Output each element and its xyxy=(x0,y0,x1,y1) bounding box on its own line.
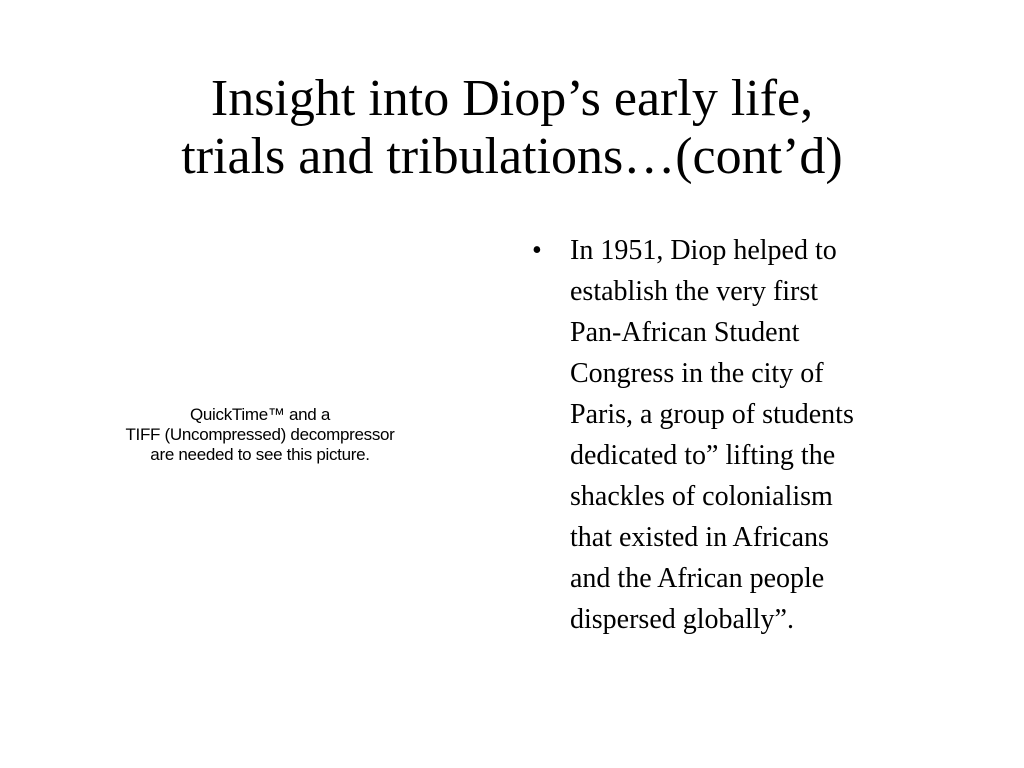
bullet-marker: • xyxy=(532,235,542,266)
bullet-line-6: dedicated to” lifting the xyxy=(570,440,836,471)
slide-title xyxy=(60,70,964,186)
slide-title-line-2: trials and tribulations…(cont’d) xyxy=(181,128,843,185)
bullet-line-9: and the African people xyxy=(570,563,825,594)
bullet-line-10: dispersed globally”. xyxy=(570,604,794,635)
bullet-line-7: shackles of colonialism xyxy=(570,481,833,512)
bullet-line-4: Congress in the city of xyxy=(570,358,824,389)
bullet-item xyxy=(530,230,950,640)
bullet-line-8: that existed in Africans xyxy=(570,522,829,553)
bullet-list xyxy=(530,230,950,640)
bullet-line-2: establish the very first xyxy=(570,276,819,307)
missing-picture-placeholder xyxy=(60,405,460,485)
placeholder-line-2: TIFF (Uncompressed) decompressor xyxy=(125,425,395,444)
bullet-line-5: Paris, a group of students xyxy=(570,399,854,430)
slide-title-line-1: Insight into Diop’s early life, xyxy=(210,70,814,127)
placeholder-line-1: QuickTime™ and a xyxy=(189,405,331,424)
bullet-line-1: In 1951, Diop helped to xyxy=(570,235,837,266)
bullet-line-3: Pan-African Student xyxy=(570,317,800,348)
placeholder-line-3: are needed to see this picture. xyxy=(150,445,370,464)
